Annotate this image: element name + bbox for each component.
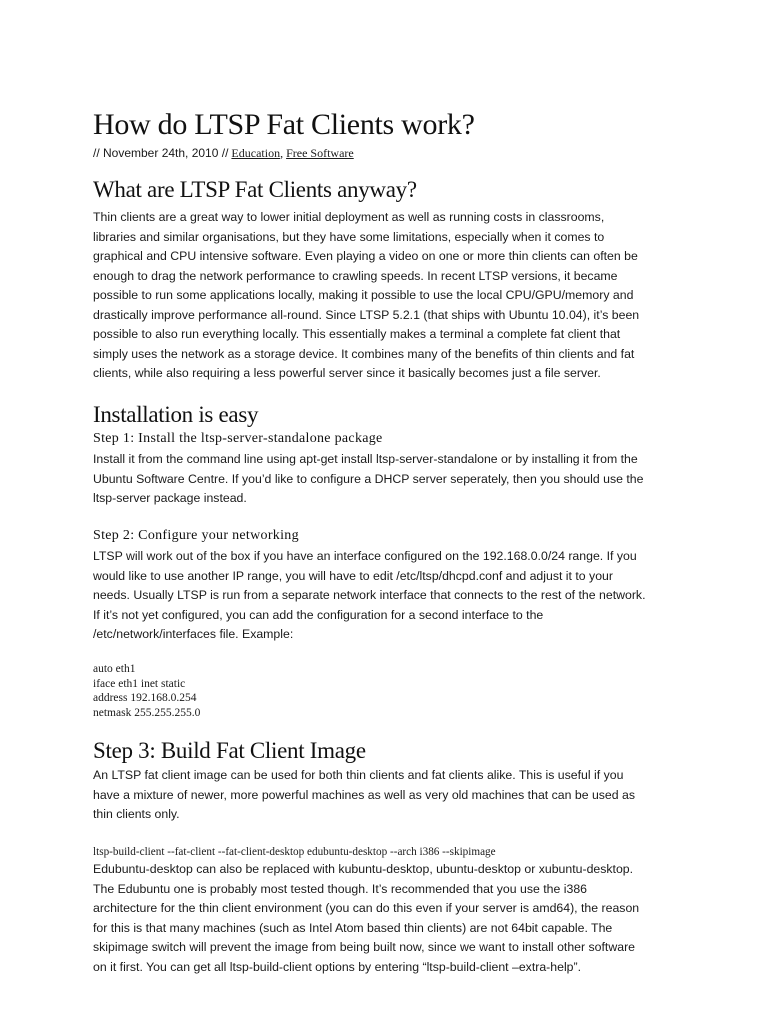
text-line: skipimage switch will prevent the image from being built now, since we want to install other software [93, 940, 635, 954]
page-title: How do LTSP Fat Clients work? [93, 108, 475, 141]
text-line: for this is that many machines (such as Intel Atom based thin clients) are not 64bit capable. The [93, 920, 613, 935]
post-date: // November 24th, 2010 // [93, 146, 229, 160]
text-line: /etc/network/interfaces file. Example: [93, 627, 294, 641]
build-client-command [93, 845, 496, 860]
code-line: ltsp-build-client --fat-client --fat-client-desktop edubuntu-desktop --arch i386 --skipimage [93, 846, 496, 858]
text-line: architecture for the thin client environment (you can do this even if your server is amd64), the reason [93, 901, 640, 915]
category-separator: , [280, 146, 284, 160]
text-line: simply uses the network as a storage device. It combines many of the benefits of thin clients and fat [93, 346, 635, 361]
text-line: ltsp-server package instead. [93, 491, 247, 505]
text-line: The Edubuntu one is probably most tested though. It’s recommended that you use the i386 [93, 881, 588, 896]
category-link-free-software[interactable]: Free Software [286, 146, 354, 160]
text-line: thin clients only. [93, 807, 180, 821]
section-heading-installation: Installation is easy [93, 402, 259, 427]
text-line: needs. Usually LTSP is run from a separate network interface that connects to the rest of the network. [93, 588, 646, 602]
step-1-heading: Step 1: Install the ltsp-server-standalone package [93, 431, 383, 446]
text-line: If it’s not yet configured, you can add the configuration for a second interface to the [93, 607, 544, 622]
step-3-paragraph [93, 766, 683, 825]
text-line: clients, while also requiring a less powerful server since it basically becomes just a file server. [93, 366, 601, 380]
interfaces-code-example [93, 662, 200, 720]
code-line: netmask 255.255.255.0 [93, 706, 201, 719]
step-3-followup-paragraph [93, 860, 683, 977]
text-line: possible to run some applications locally, making it possible to use the local CPU/GPU/memory and [93, 288, 634, 302]
category-link-education[interactable]: Education [231, 146, 281, 160]
code-line: address 192.168.0.254 [93, 692, 197, 704]
step-1-paragraph [93, 450, 683, 509]
section-heading-step-3: Step 3: Build Fat Client Image [93, 738, 366, 763]
text-line: graphical and CPU intensive software. Even playing a video on one or more thin clients can often be [93, 249, 638, 263]
text-line: An LTSP fat client image can be used for both thin clients and fat clients alike. This is useful if you [93, 768, 624, 782]
code-line: iface eth1 inet static [93, 677, 186, 690]
text-line: on it first. You can get all ltsp-build-client options by entering “ltsp-build-client –extra-help”. [93, 959, 582, 974]
text-line: LTSP will work out of the box if you have an interface configured on the 192.168.0.0/24 range. If you [93, 549, 637, 563]
text-line: drastically improve performance all-round. Since LTSP 5.2.1 (that ships with Ubuntu 10.04), it’s been [93, 307, 640, 322]
text-line: Edubuntu-desktop can also be replaced with kubuntu-desktop, ubuntu-desktop or xubuntu-desktop. [93, 862, 634, 876]
code-line: auto eth1 [93, 663, 136, 675]
text-line: Thin clients are a great way to lower initial deployment as well as running costs in classrooms, [93, 210, 605, 224]
text-line: enough to drag the network performance to crawling speeds. In recent LTSP versions, it became [93, 268, 618, 283]
post-meta [93, 145, 354, 161]
step-2-heading: Step 2: Configure your networking [93, 528, 299, 543]
intro-paragraph [93, 208, 683, 384]
text-line: would like to use another IP range, you will have to edit /etc/ltsp/dhcpd.conf and adjust it to your [93, 568, 613, 583]
text-line: Ubuntu Software Centre. If you’d like to configure a DHCP server seperately, then you should use the [93, 471, 644, 486]
text-line: have a mixture of newer, more powerful machines as well as very old machines that can be used as [93, 787, 636, 802]
text-line: Install it from the command line using apt-get install ltsp-server-standalone or by installing it from the [93, 452, 638, 466]
step-2-paragraph [93, 547, 683, 645]
section-heading-intro: What are LTSP Fat Clients anyway? [93, 177, 417, 202]
text-line: libraries and similar organisations, but they have some limitations, especially when it comes to [93, 229, 605, 244]
text-line: possible to also run everything locally. This essentially makes a terminal a complete fat client that [93, 327, 621, 341]
